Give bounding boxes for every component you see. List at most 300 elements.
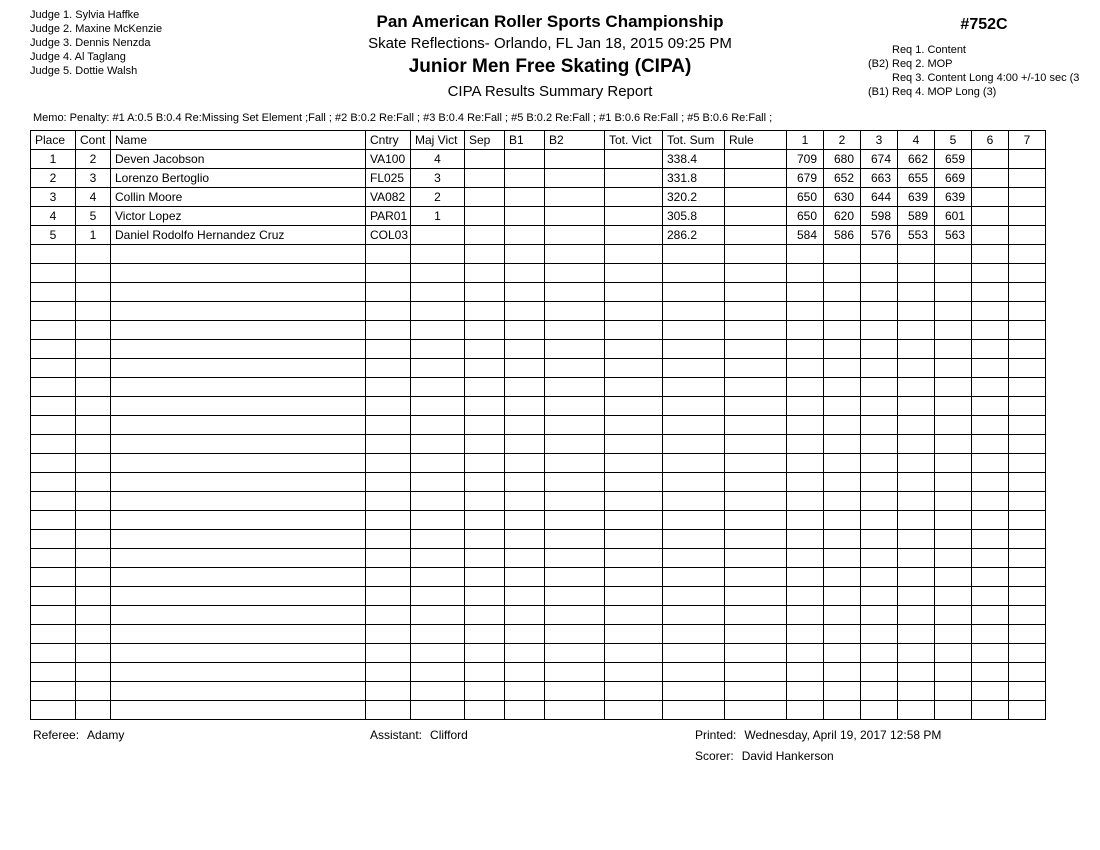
cell-tot_vict: [605, 226, 663, 245]
empty-cell: [861, 416, 898, 435]
cell-judge-score: 598: [861, 207, 898, 226]
empty-cell: [411, 701, 465, 720]
empty-cell: [898, 492, 935, 511]
cell-b2: [545, 188, 605, 207]
empty-cell: [1009, 701, 1046, 720]
empty-cell: [663, 340, 725, 359]
cell-judge-score: 639: [898, 188, 935, 207]
empty-cell: [411, 340, 465, 359]
empty-cell: [1009, 302, 1046, 321]
empty-cell: [824, 644, 861, 663]
cell-b2: [545, 150, 605, 169]
empty-cell: [861, 378, 898, 397]
cell-cntry: VA082: [366, 188, 411, 207]
empty-cell: [861, 492, 898, 511]
empty-cell: [663, 549, 725, 568]
empty-cell: [465, 264, 505, 283]
empty-cell: [411, 663, 465, 682]
column-header: 3: [861, 131, 898, 150]
empty-cell: [366, 606, 411, 625]
empty-cell: [898, 473, 935, 492]
empty-cell: [366, 587, 411, 606]
requirement-prefix: (B2): [868, 58, 889, 70]
empty-cell: [411, 549, 465, 568]
empty-cell: [861, 625, 898, 644]
empty-cell: [972, 397, 1009, 416]
empty-cell: [663, 359, 725, 378]
empty-cell: [111, 568, 366, 587]
cell-b2: [545, 169, 605, 188]
empty-cell: [465, 663, 505, 682]
empty-cell: [505, 701, 545, 720]
empty-cell: [76, 473, 111, 492]
cell-judge-score: [972, 169, 1009, 188]
empty-cell: [411, 454, 465, 473]
empty-cell: [861, 587, 898, 606]
cell-tot_sum: 305.8: [663, 207, 725, 226]
empty-cell: [663, 454, 725, 473]
empty-cell: [111, 606, 366, 625]
empty-cell: [76, 682, 111, 701]
empty-cell: [824, 302, 861, 321]
empty-cell: [76, 378, 111, 397]
empty-cell: [1009, 359, 1046, 378]
empty-cell: [605, 454, 663, 473]
empty-cell: [31, 397, 76, 416]
empty-cell: [663, 568, 725, 587]
empty-cell: [663, 625, 725, 644]
empty-cell: [725, 473, 787, 492]
empty-cell: [824, 492, 861, 511]
cell-tot_sum: 331.8: [663, 169, 725, 188]
empty-cell: [787, 302, 824, 321]
cell-rule: [725, 226, 787, 245]
cell-judge-score: 553: [898, 226, 935, 245]
empty-cell: [76, 549, 111, 568]
empty-cell: [465, 511, 505, 530]
empty-cell: [76, 568, 111, 587]
empty-cell: [1009, 435, 1046, 454]
empty-row: [31, 283, 1046, 302]
empty-cell: [972, 359, 1009, 378]
empty-row: [31, 397, 1046, 416]
empty-cell: [663, 701, 725, 720]
empty-cell: [861, 473, 898, 492]
empty-row: [31, 435, 1046, 454]
empty-cell: [545, 663, 605, 682]
empty-cell: [898, 606, 935, 625]
empty-cell: [411, 302, 465, 321]
cell-place: 2: [31, 169, 76, 188]
empty-cell: [366, 340, 411, 359]
empty-row: [31, 454, 1046, 473]
empty-cell: [861, 283, 898, 302]
cell-maj_vict: 2: [411, 188, 465, 207]
cell-judge-score: 669: [935, 169, 972, 188]
empty-cell: [465, 416, 505, 435]
empty-cell: [605, 264, 663, 283]
empty-cell: [366, 302, 411, 321]
empty-cell: [898, 264, 935, 283]
judge-line: Judge 1. Sylvia Haffke: [30, 9, 140, 21]
empty-cell: [76, 245, 111, 264]
empty-cell: [111, 549, 366, 568]
empty-cell: [545, 416, 605, 435]
empty-cell: [898, 454, 935, 473]
table-row: [31, 226, 1046, 245]
empty-cell: [545, 701, 605, 720]
empty-cell: [411, 435, 465, 454]
empty-row: [31, 473, 1046, 492]
cell-judge-score: 639: [935, 188, 972, 207]
empty-cell: [898, 530, 935, 549]
empty-cell: [935, 587, 972, 606]
empty-cell: [366, 264, 411, 283]
empty-cell: [824, 264, 861, 283]
empty-cell: [725, 397, 787, 416]
empty-cell: [411, 245, 465, 264]
empty-row: [31, 511, 1046, 530]
empty-cell: [545, 492, 605, 511]
empty-cell: [824, 701, 861, 720]
cell-rule: [725, 169, 787, 188]
empty-cell: [76, 435, 111, 454]
cell-judge-score: 563: [935, 226, 972, 245]
cell-maj_vict: [411, 226, 465, 245]
column-header: Sep: [465, 131, 505, 150]
empty-cell: [824, 663, 861, 682]
empty-cell: [787, 264, 824, 283]
referee-name: Adamy: [87, 728, 125, 742]
empty-cell: [935, 530, 972, 549]
empty-cell: [663, 587, 725, 606]
empty-cell: [465, 587, 505, 606]
empty-cell: [605, 511, 663, 530]
empty-cell: [725, 321, 787, 340]
empty-cell: [76, 625, 111, 644]
cell-tot_vict: [605, 169, 663, 188]
empty-cell: [861, 321, 898, 340]
cell-b2: [545, 207, 605, 226]
empty-cell: [605, 359, 663, 378]
empty-cell: [898, 302, 935, 321]
cell-judge-score: 650: [787, 207, 824, 226]
empty-cell: [824, 511, 861, 530]
empty-cell: [545, 606, 605, 625]
empty-cell: [824, 682, 861, 701]
empty-row: [31, 701, 1046, 720]
empty-cell: [505, 378, 545, 397]
empty-cell: [1009, 682, 1046, 701]
empty-cell: [111, 587, 366, 606]
empty-cell: [935, 606, 972, 625]
empty-cell: [76, 701, 111, 720]
empty-cell: [663, 264, 725, 283]
empty-row: [31, 359, 1046, 378]
empty-cell: [898, 701, 935, 720]
cell-judge-score: 630: [824, 188, 861, 207]
cell-sep: [465, 150, 505, 169]
empty-cell: [898, 397, 935, 416]
empty-cell: [898, 625, 935, 644]
empty-cell: [605, 663, 663, 682]
empty-cell: [465, 492, 505, 511]
empty-cell: [31, 701, 76, 720]
empty-cell: [1009, 454, 1046, 473]
empty-row: [31, 492, 1046, 511]
empty-cell: [787, 511, 824, 530]
empty-cell: [366, 321, 411, 340]
empty-cell: [366, 625, 411, 644]
empty-cell: [411, 682, 465, 701]
empty-cell: [861, 682, 898, 701]
cell-tot_sum: 320.2: [663, 188, 725, 207]
empty-cell: [31, 530, 76, 549]
column-header: 4: [898, 131, 935, 150]
empty-cell: [972, 568, 1009, 587]
cell-name: Victor Lopez: [111, 207, 366, 226]
empty-cell: [76, 397, 111, 416]
empty-row: [31, 682, 1046, 701]
empty-cell: [898, 549, 935, 568]
empty-cell: [935, 302, 972, 321]
empty-cell: [76, 321, 111, 340]
empty-cell: [787, 397, 824, 416]
empty-cell: [545, 682, 605, 701]
empty-cell: [663, 321, 725, 340]
cell-judge-score: 576: [861, 226, 898, 245]
empty-cell: [972, 682, 1009, 701]
column-header: Place: [31, 131, 76, 150]
cell-rule: [725, 150, 787, 169]
empty-cell: [824, 606, 861, 625]
empty-cell: [972, 473, 1009, 492]
cell-judge-score: 652: [824, 169, 861, 188]
empty-cell: [366, 644, 411, 663]
empty-cell: [663, 663, 725, 682]
empty-cell: [545, 378, 605, 397]
empty-cell: [787, 435, 824, 454]
empty-cell: [663, 606, 725, 625]
assistant-line: [370, 728, 468, 742]
empty-cell: [787, 549, 824, 568]
empty-cell: [1009, 549, 1046, 568]
empty-cell: [663, 245, 725, 264]
empty-cell: [725, 644, 787, 663]
empty-cell: [545, 511, 605, 530]
empty-cell: [898, 378, 935, 397]
empty-cell: [411, 283, 465, 302]
empty-cell: [935, 473, 972, 492]
cell-cntry: FL025: [366, 169, 411, 188]
empty-cell: [861, 511, 898, 530]
empty-cell: [505, 302, 545, 321]
column-header: B2: [545, 131, 605, 150]
empty-cell: [861, 530, 898, 549]
assistant-label: Assistant:: [370, 728, 423, 742]
empty-cell: [725, 340, 787, 359]
empty-cell: [111, 473, 366, 492]
empty-cell: [111, 701, 366, 720]
empty-cell: [76, 359, 111, 378]
empty-row: [31, 606, 1046, 625]
empty-cell: [861, 302, 898, 321]
empty-cell: [465, 245, 505, 264]
empty-cell: [1009, 530, 1046, 549]
empty-cell: [898, 663, 935, 682]
empty-cell: [1009, 321, 1046, 340]
judge-line: Judge 3. Dennis Nenzda: [30, 37, 151, 49]
empty-cell: [824, 435, 861, 454]
cell-judge-score: [972, 188, 1009, 207]
empty-cell: [31, 454, 76, 473]
empty-cell: [505, 644, 545, 663]
cell-tot_sum: 338.4: [663, 150, 725, 169]
cell-judge-score: 662: [898, 150, 935, 169]
empty-cell: [545, 321, 605, 340]
empty-cell: [465, 682, 505, 701]
cell-b1: [505, 207, 545, 226]
empty-cell: [465, 549, 505, 568]
empty-cell: [31, 682, 76, 701]
empty-cell: [31, 302, 76, 321]
empty-row: [31, 549, 1046, 568]
empty-cell: [76, 644, 111, 663]
empty-cell: [111, 321, 366, 340]
empty-cell: [824, 397, 861, 416]
empty-cell: [605, 321, 663, 340]
cell-judge-score: [1009, 150, 1046, 169]
empty-cell: [76, 302, 111, 321]
empty-cell: [465, 625, 505, 644]
empty-cell: [1009, 663, 1046, 682]
empty-cell: [31, 606, 76, 625]
column-header: Tot. Vict: [605, 131, 663, 150]
referee-label: Referee:: [33, 728, 80, 742]
empty-cell: [824, 245, 861, 264]
cell-maj_vict: 1: [411, 207, 465, 226]
empty-cell: [505, 492, 545, 511]
cell-sep: [465, 226, 505, 245]
cell-judge-score: [972, 226, 1009, 245]
empty-cell: [545, 283, 605, 302]
empty-cell: [411, 473, 465, 492]
assistant-name: Clifford: [430, 728, 468, 742]
cell-judge-score: 655: [898, 169, 935, 188]
empty-cell: [1009, 283, 1046, 302]
empty-cell: [861, 435, 898, 454]
empty-cell: [76, 283, 111, 302]
empty-cell: [935, 245, 972, 264]
requirement-line: [868, 43, 1100, 57]
empty-cell: [31, 644, 76, 663]
empty-cell: [824, 549, 861, 568]
empty-cell: [505, 283, 545, 302]
empty-cell: [972, 454, 1009, 473]
column-header: Cont: [76, 131, 111, 150]
empty-cell: [824, 530, 861, 549]
empty-cell: [663, 302, 725, 321]
empty-cell: [787, 359, 824, 378]
requirement-text: Req 4. MOP Long (3): [892, 86, 997, 98]
empty-cell: [972, 663, 1009, 682]
empty-cell: [1009, 644, 1046, 663]
cell-judge-score: 601: [935, 207, 972, 226]
empty-cell: [972, 644, 1009, 663]
empty-cell: [935, 701, 972, 720]
empty-cell: [663, 416, 725, 435]
empty-cell: [76, 492, 111, 511]
empty-cell: [787, 568, 824, 587]
empty-cell: [411, 644, 465, 663]
cell-b1: [505, 226, 545, 245]
cell-judge-score: 620: [824, 207, 861, 226]
cell-cont: 4: [76, 188, 111, 207]
empty-cell: [725, 549, 787, 568]
empty-cell: [725, 264, 787, 283]
empty-cell: [605, 302, 663, 321]
cell-judge-score: [972, 207, 1009, 226]
referee-line: [33, 728, 124, 742]
empty-cell: [545, 568, 605, 587]
empty-cell: [366, 511, 411, 530]
empty-cell: [76, 340, 111, 359]
empty-cell: [824, 473, 861, 492]
empty-cell: [725, 606, 787, 625]
column-header: B1: [505, 131, 545, 150]
empty-cell: [31, 435, 76, 454]
empty-cell: [465, 397, 505, 416]
empty-cell: [605, 340, 663, 359]
column-header: Maj Vict: [411, 131, 465, 150]
cell-place: 3: [31, 188, 76, 207]
empty-cell: [366, 549, 411, 568]
empty-cell: [861, 701, 898, 720]
empty-cell: [935, 492, 972, 511]
empty-cell: [663, 682, 725, 701]
table-row: [31, 169, 1046, 188]
empty-cell: [366, 701, 411, 720]
empty-cell: [31, 549, 76, 568]
empty-cell: [935, 549, 972, 568]
cell-judge-score: 644: [861, 188, 898, 207]
empty-cell: [31, 625, 76, 644]
empty-cell: [465, 321, 505, 340]
empty-cell: [725, 283, 787, 302]
empty-cell: [411, 587, 465, 606]
empty-cell: [824, 359, 861, 378]
empty-cell: [935, 682, 972, 701]
empty-cell: [861, 245, 898, 264]
empty-cell: [824, 454, 861, 473]
cell-cont: 3: [76, 169, 111, 188]
empty-cell: [605, 701, 663, 720]
empty-cell: [411, 511, 465, 530]
empty-cell: [898, 568, 935, 587]
empty-cell: [725, 587, 787, 606]
empty-cell: [605, 625, 663, 644]
empty-cell: [787, 530, 824, 549]
venue-date-line: Skate Reflections- Orlando, FL Jan 18, 2015 09:25 PM: [368, 35, 732, 52]
empty-cell: [787, 701, 824, 720]
empty-cell: [1009, 245, 1046, 264]
empty-cell: [411, 492, 465, 511]
empty-cell: [31, 283, 76, 302]
empty-cell: [411, 416, 465, 435]
empty-cell: [972, 701, 1009, 720]
cell-cont: 2: [76, 150, 111, 169]
cell-judge-score: 674: [861, 150, 898, 169]
